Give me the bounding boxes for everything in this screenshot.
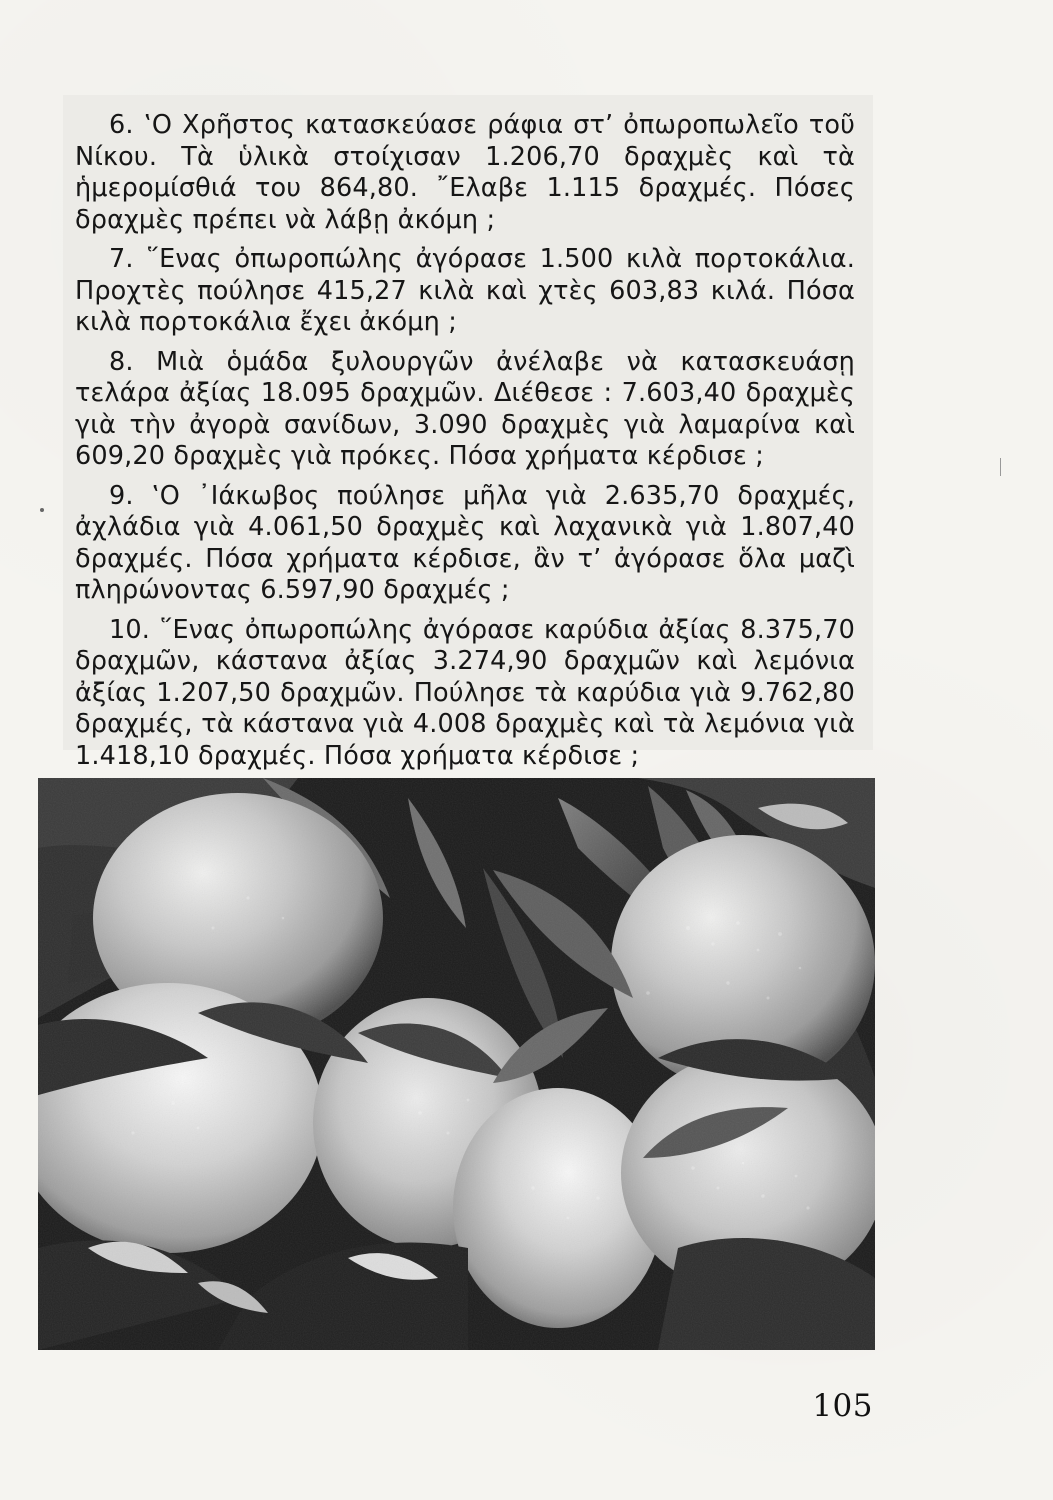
- exercise-list: [75, 110, 855, 772]
- page-number: 105: [812, 1388, 873, 1424]
- exercise-10: 10. ῞Ενας ὀπωροπώλης ἀγόρασε καρύδια ἀξίας 8.375,70 δραχμῶν, κάστανα ἀξίας 3.274,90 δραχμῶν καὶ λεμόνια ἀξίας 1.207,50 δραχμῶν. Πούλησε τὰ καρύδια γιὰ 9.762,80 δραχμές, τὰ κάστανα γιὰ 4.008 δραχμὲς καὶ τὰ λεμόνια γιὰ 1.418,10 δραχμές. Πόσα χρήματα κέρδισε ;: [75, 614, 855, 771]
- scan-mark: [40, 508, 44, 512]
- scan-line: [1000, 458, 1001, 476]
- exercise-6: 6. ‛Ο Χρῆστος κατασκεύασε ράφια στ’ ὀπωροπωλεῖο τοῦ Νίκου. Τὰ ὑλικὰ στοίχισαν 1.206,70 δραχμὲς καὶ τὰ ἡμερομίσθιά του 864,80. ῎Ελαβε 1.115 δραχμές. Πόσες δραχμὲς πρέπει νὰ λάβῃ ἀκόμη ;: [75, 110, 855, 235]
- exercise-7: 7. ῞Ενας ὀπωροπώλης ἀγόρασε 1.500 κιλὰ πορτοκάλια. Προχτὲς πούλησε 415,27 κιλὰ καὶ χτὲς 603,83 κιλά. Πόσα κιλὰ πορτοκάλια ἔχει ἀκόμη ;: [75, 244, 855, 337]
- exercise-8: 8. Μιὰ ὁμάδα ξυλουργῶν ἀνέλαβε νὰ κατασκευάσῃ τελάρα ἀξίας 18.095 δραχμῶν. Διέθεσε : 7.603,40 δραχμὲς γιὰ τὴν ἀγορὰ σανίδων, 3.090 δραχμὲς γιὰ λαμαρίνα καὶ 609,20 δραχμὲς γιὰ πρόκες. Πόσα χρήματα κέρδισε ;: [75, 346, 855, 471]
- exercise-9: 9. ‛Ο ᾿Ιάκωβος πούλησε μῆλα γιὰ 2.635,70 δραχμές, ἀχλάδια γιὰ 4.061,50 δραχμὲς καὶ λαχανικὰ γιὰ 1.807,40 δραχμές. Πόσα χρήματα κέρδισε, ἂν τ’ ἀγόρασε ὅλα μαζὶ πληρώνοντας 6.597,90 δραχμές ;: [75, 480, 855, 605]
- oranges-photo: [38, 778, 875, 1350]
